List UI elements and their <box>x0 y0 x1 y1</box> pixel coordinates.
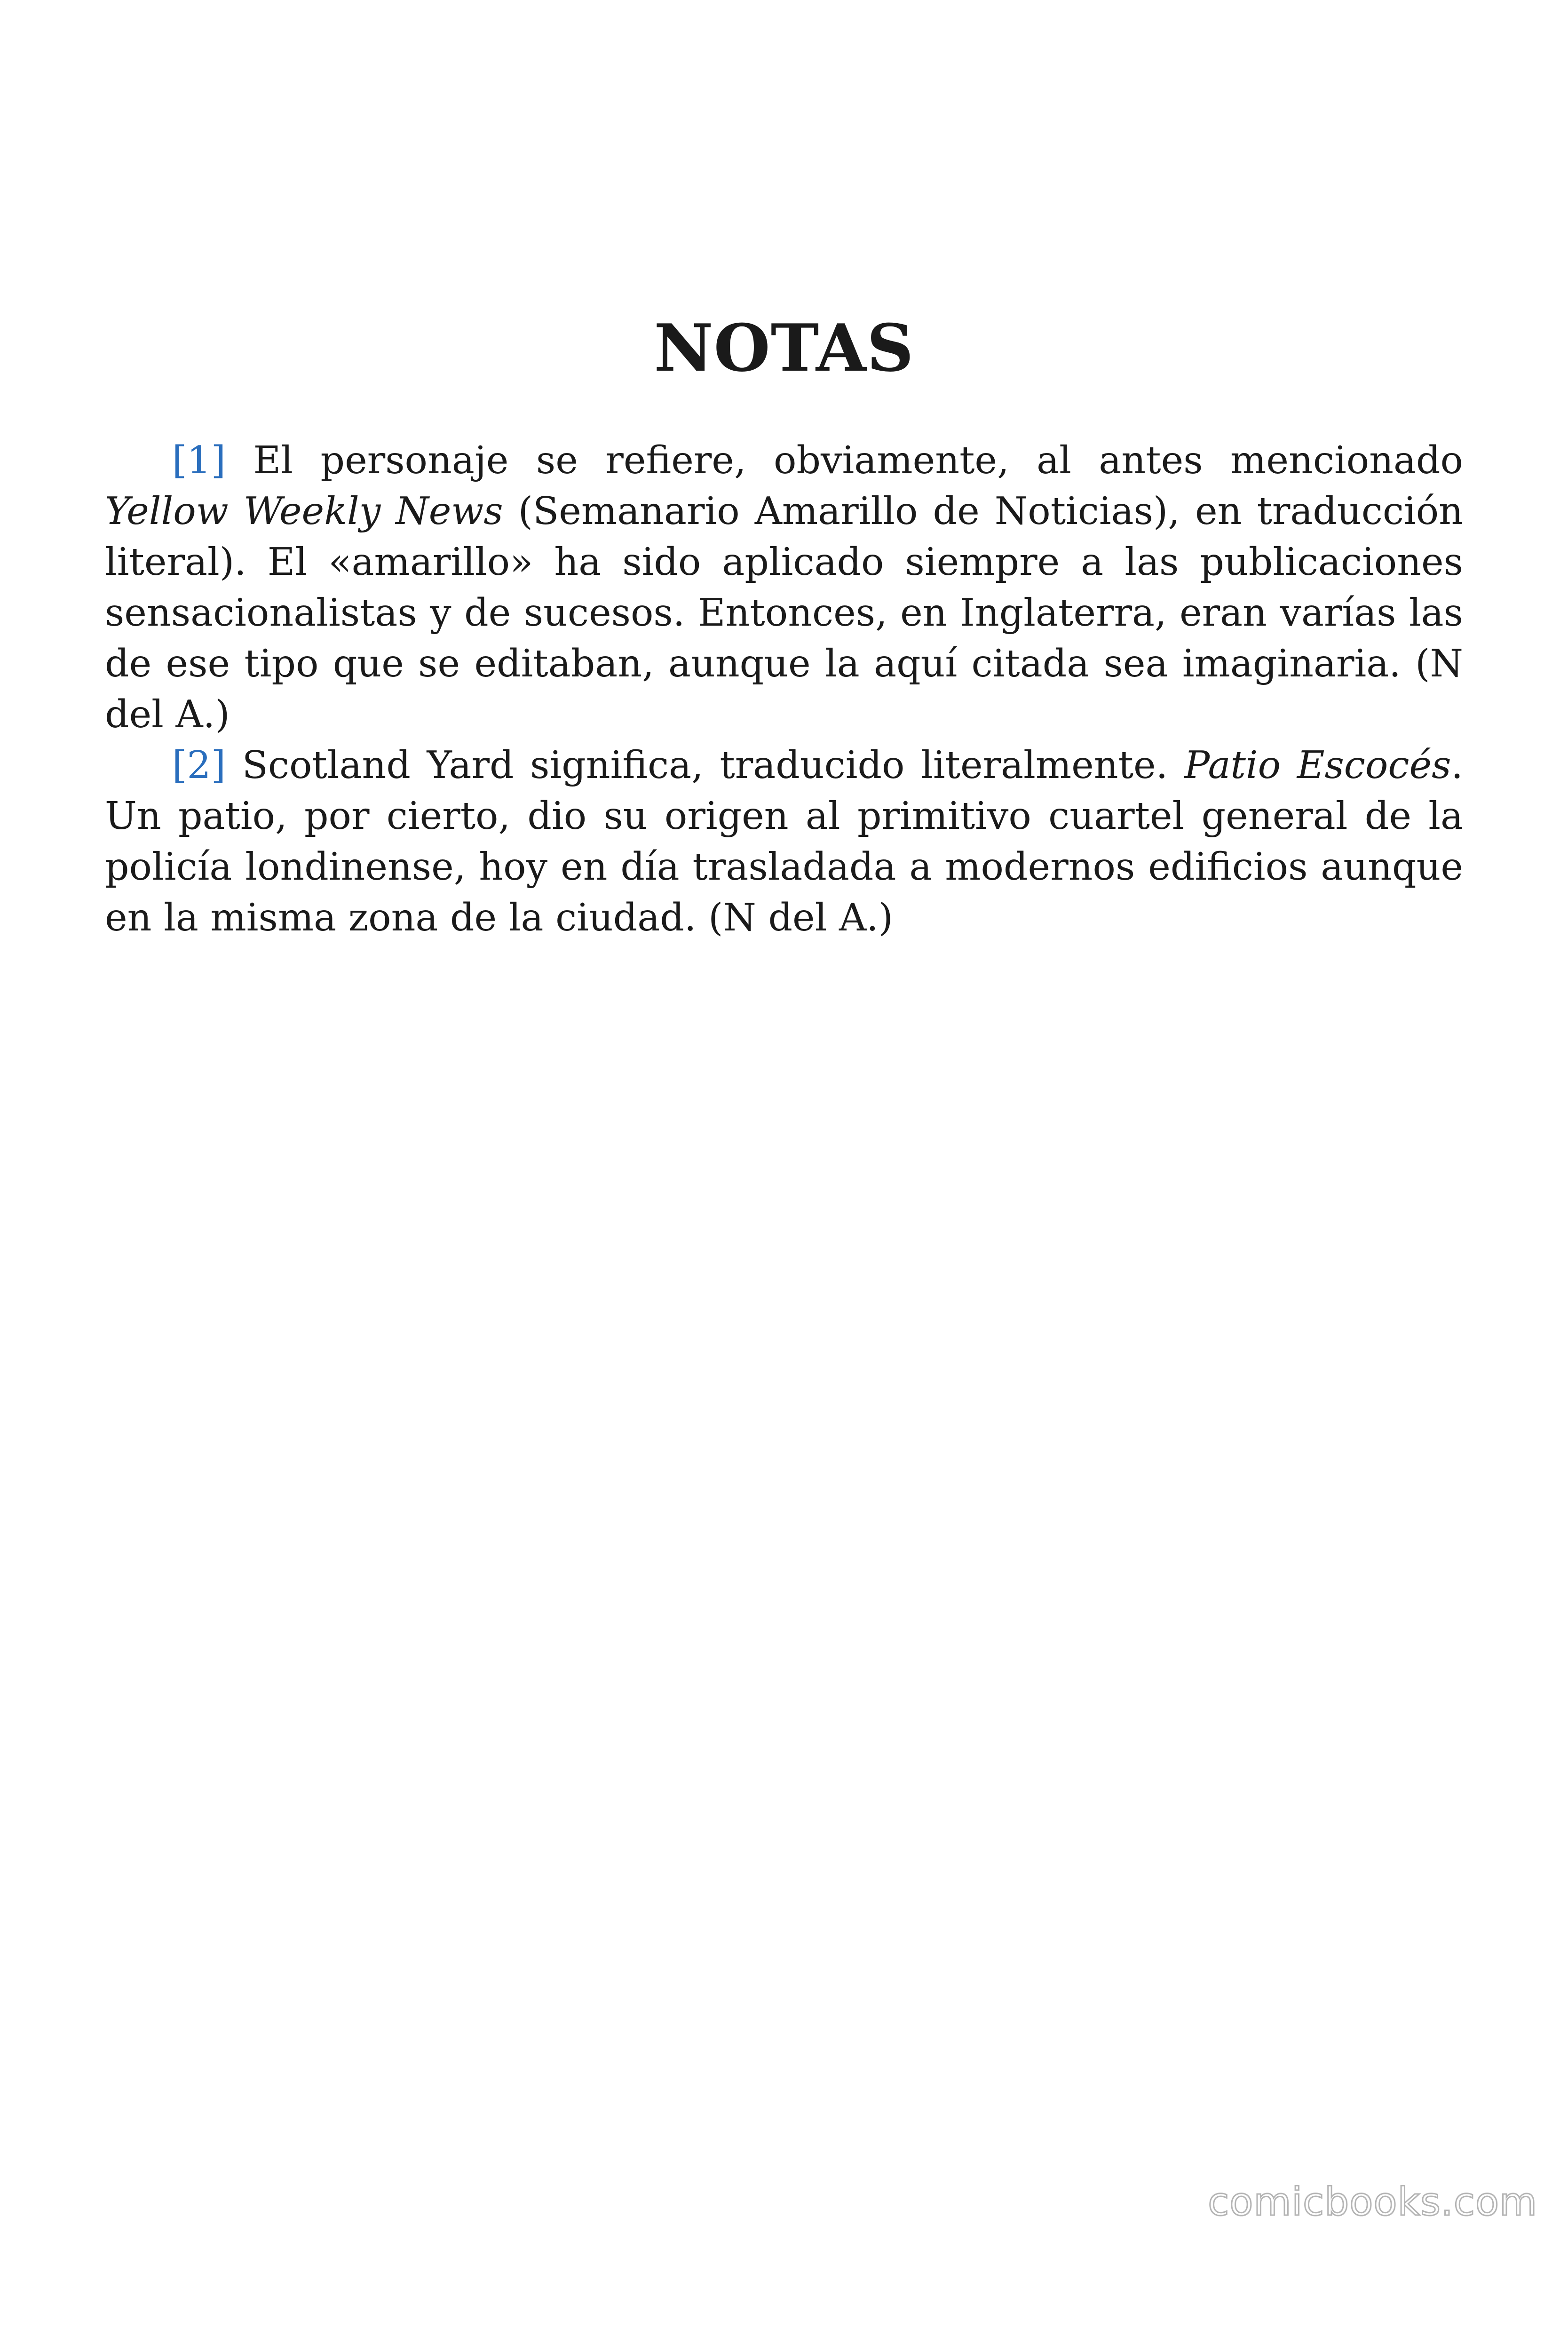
note-2-text-after: . Un patio, por cierto, dio su origen al primitivo cuartel general de la policía londinense, hoy en día trasladada a modernos edificios aunque en la misma zona de la ciudad. (N del A.) <box>105 743 1463 939</box>
note-1-text-before: El personaje se refiere, obviamente, al antes mencionado <box>226 438 1463 482</box>
watermark-text: comicbooks.com <box>1208 2180 1537 2225</box>
note-2-ref-link[interactable]: [2] <box>172 743 226 787</box>
note-2-text-before: Scotland Yard significa, traducido literalmente. <box>226 743 1184 787</box>
note-2 <box>105 739 1463 943</box>
note-1 <box>105 435 1463 739</box>
note-1-italic-title: Yellow Weekly News <box>105 489 503 533</box>
note-1-text-after: (Semanario Amarillo de Noticias), en traducción literal). El «amarillo» ha sido aplicado siempre a las publicaciones sensacionalistas y de sucesos. Entonces, en Inglaterra, eran varías las de ese tipo que se editaban, aunque la aquí citada sea imaginaria. (N del A.) <box>105 489 1464 736</box>
page-title: NOTAS <box>654 310 914 386</box>
note-1-ref-link[interactable]: [1] <box>172 438 226 482</box>
note-2-italic-title: Patio Escocés <box>1184 743 1451 787</box>
notes-list <box>105 435 1463 943</box>
